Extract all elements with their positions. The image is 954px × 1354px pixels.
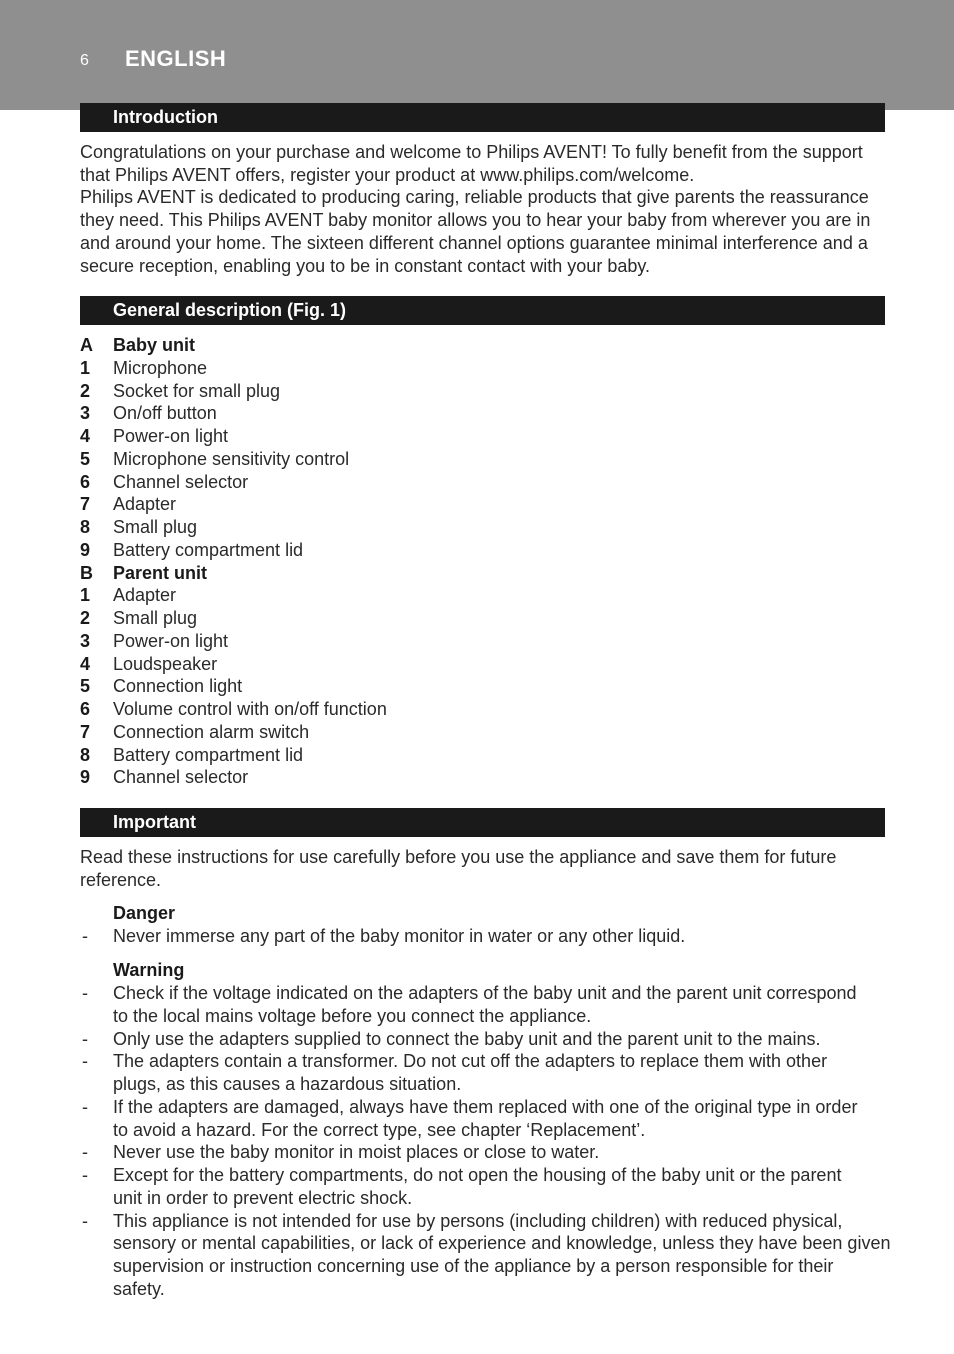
list-item	[80, 630, 886, 653]
item-label: Small plug	[113, 517, 198, 537]
bullet-item	[80, 1141, 890, 1164]
text-line: sensory or mental capabilities, or lack of experience and knowledge, unless they have been given	[113, 1233, 891, 1254]
item-label: Parent unit	[113, 562, 208, 583]
bullet-item	[80, 1096, 890, 1142]
text-line: The adapters contain a transformer. Do not cut off the adapters to replace them with other	[113, 1051, 828, 1072]
language-title: ENGLISH	[125, 46, 227, 71]
item-number: B	[80, 562, 93, 583]
item-label: Battery compartment lid	[113, 539, 304, 560]
text-line: Read these instructions for use carefully before you use the appliance and save them for future	[80, 847, 837, 867]
text-line: plugs, as this causes a hazardous situation.	[113, 1074, 462, 1094]
text-line: Congratulations on your purchase and welcome to Philips AVENT! To fully benefit from the support	[80, 142, 863, 162]
item-number: 9	[80, 767, 91, 788]
section-heading-general-description: General description (Fig. 1)	[80, 296, 885, 325]
item-number: 1	[80, 585, 91, 606]
list-item	[80, 653, 886, 676]
item-label: Volume control with on/off function	[113, 699, 387, 719]
item-label: Battery compartment lid	[113, 744, 304, 765]
list-item	[80, 471, 886, 494]
item-number: 3	[80, 403, 91, 424]
item-number: 4	[80, 653, 91, 674]
item-label: Adapter	[113, 585, 177, 606]
item-number: 7	[80, 721, 91, 742]
important-intro-paragraph	[80, 846, 890, 891]
list-item	[80, 539, 886, 562]
text-line: Never use the baby monitor in moist places or close to water.	[113, 1142, 600, 1163]
item-label: Microphone sensitivity control	[113, 448, 350, 469]
item-label: Power-on light	[113, 630, 229, 651]
bullet-item	[80, 1164, 890, 1210]
item-label: Loudspeaker	[113, 653, 218, 674]
text-line: Only use the adapters supplied to connect the baby unit and the parent unit to the mains.	[113, 1028, 821, 1049]
text-line: supervision or instruction concerning use of the appliance by a person responsible for their	[113, 1256, 834, 1276]
item-label: Adapter	[113, 494, 177, 515]
dash-bullet-icon: -	[82, 1028, 88, 1049]
warning-heading: Warning	[113, 960, 185, 980]
text-line: to the local mains voltage before you connect the appliance.	[113, 1005, 592, 1026]
dash-bullet-icon: -	[82, 926, 88, 946]
list-item	[80, 744, 886, 767]
parts-group-heading	[80, 334, 886, 357]
item-number: 9	[80, 539, 91, 560]
parts-list	[80, 334, 886, 789]
section-heading-important: Important	[80, 808, 885, 837]
danger-list	[80, 925, 890, 948]
item-label: Baby unit	[113, 335, 196, 355]
list-item	[80, 698, 886, 721]
item-number: 2	[80, 608, 91, 628]
text-line: Philips AVENT is dedicated to producing caring, reliable products that give parents the reassurance	[80, 187, 869, 208]
text-line: safety.	[113, 1278, 165, 1299]
dash-bullet-icon: -	[82, 1142, 88, 1163]
item-number: 6	[80, 471, 91, 492]
list-item	[80, 448, 886, 471]
list-item	[80, 721, 886, 744]
text-line: secure reception, enabling you to be in constant contact with your baby.	[80, 255, 651, 276]
bullet-item	[80, 925, 890, 948]
item-label: Channel selector	[113, 471, 249, 492]
text-line: reference.	[80, 869, 162, 890]
item-number: 8	[80, 517, 91, 537]
page-number: 6	[80, 52, 89, 69]
text-line: they need. This Philips AVENT baby monitor allows you to hear your baby from wherever you are in	[80, 210, 871, 231]
dash-bullet-icon: -	[82, 1165, 88, 1185]
item-label: Microphone	[113, 357, 208, 378]
text-line: This appliance is not intended for use by persons (including children) with reduced physical,	[113, 1210, 843, 1231]
item-number: 5	[80, 448, 91, 469]
header-band	[0, 0, 954, 110]
text-line: and around your home. The sixteen different channel options guarantee minimal interference and a	[80, 232, 868, 253]
text-line: that Philips AVENT offers, register your product at www.philips.com/welcome.	[80, 164, 695, 185]
dash-bullet-icon: -	[82, 983, 88, 1003]
warning-list	[80, 982, 890, 1301]
text-line: Never immerse any part of the baby monitor in water or any other liquid.	[113, 926, 686, 946]
item-label: Connection light	[113, 676, 243, 697]
item-number: 4	[80, 426, 91, 446]
list-item	[80, 675, 886, 698]
list-item	[80, 402, 886, 425]
dash-bullet-icon: -	[82, 1096, 88, 1117]
list-item	[80, 766, 886, 789]
item-label: Connection alarm switch	[113, 721, 310, 742]
item-label: Socket for small plug	[113, 380, 281, 401]
text-line: to avoid a hazard. For the correct type, see chapter ‘Replacement’.	[113, 1119, 646, 1140]
item-number: 2	[80, 380, 91, 401]
dash-bullet-icon: -	[82, 1051, 88, 1072]
item-number: 7	[80, 494, 91, 515]
introduction-paragraph	[80, 141, 890, 277]
list-item	[80, 380, 886, 403]
dash-bullet-icon: -	[82, 1210, 88, 1231]
bullet-item	[80, 982, 890, 1028]
item-number: 6	[80, 699, 91, 719]
list-item	[80, 357, 886, 380]
bullet-item	[80, 1050, 890, 1096]
item-label: Power-on light	[113, 426, 229, 446]
list-item	[80, 584, 886, 607]
item-label: Small plug	[113, 608, 198, 628]
section-heading-introduction: Introduction	[80, 103, 885, 132]
text-line: If the adapters are damaged, always have them replaced with one of the original type in order	[113, 1096, 858, 1117]
text-line: unit in order to prevent electric shock.	[113, 1187, 413, 1208]
list-item	[80, 425, 886, 448]
item-number: A	[80, 335, 93, 355]
list-item	[80, 516, 886, 539]
text-line: Except for the battery compartments, do not open the housing of the baby unit or the parent	[113, 1165, 842, 1185]
danger-heading: Danger	[113, 903, 176, 923]
list-item	[80, 607, 886, 630]
text-line: Check if the voltage indicated on the adapters of the baby unit and the parent unit correspond	[113, 983, 857, 1003]
item-label: Channel selector	[113, 767, 249, 788]
item-number: 1	[80, 357, 91, 378]
list-item	[80, 493, 886, 516]
item-label: On/off button	[113, 403, 217, 424]
item-number: 8	[80, 744, 91, 765]
parts-group-heading	[80, 562, 886, 585]
item-number: 3	[80, 630, 91, 651]
item-number: 5	[80, 676, 91, 697]
bullet-item	[80, 1210, 890, 1301]
bullet-item	[80, 1028, 890, 1051]
